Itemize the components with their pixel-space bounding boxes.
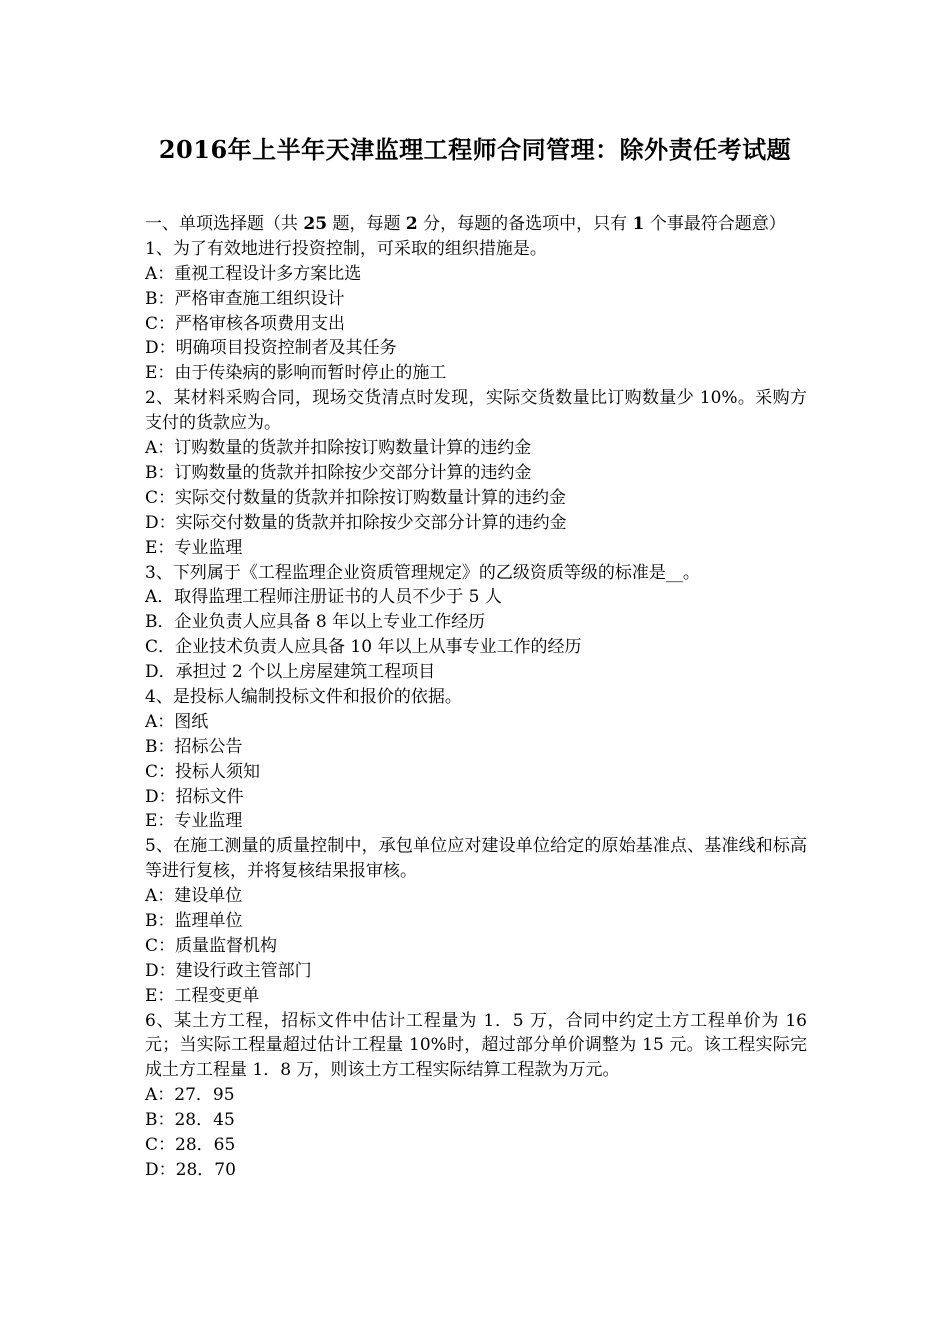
question-5: 5、在施工测量的质量控制中，承包单位应对建设单位给定的原始基准点、基准线和标高等进行复核，并将复核结果报审核。 bbox=[145, 836, 807, 882]
option-line: B：订购数量的货款并扣除按少交部分计算的违约金 bbox=[145, 462, 532, 483]
section-header-mid2: 分，每题的备选项中，只有 bbox=[417, 214, 633, 234]
option-line: C：28．65 bbox=[145, 1135, 236, 1156]
option-line: C：质量监督机构 bbox=[145, 935, 278, 956]
option-line: A：建设单位 bbox=[145, 886, 243, 907]
option-line: B．企业负责人应具备 8 年以上专业工作经历 bbox=[145, 612, 486, 633]
option-line: A：重视工程设计多方案比选 bbox=[145, 263, 362, 284]
question-1: 1、为了有效地进行投资控制，可采取的组织措施是。 bbox=[145, 238, 547, 259]
option-line: E：专业监理 bbox=[145, 537, 243, 558]
section-header-mid1: 题，每题 bbox=[327, 214, 406, 234]
option-line: B：28．45 bbox=[145, 1110, 235, 1131]
question-3: 3、下列属于《工程监理企业资质管理规定》的乙级资质等级的标准是__。 bbox=[145, 562, 700, 583]
option-line: A：订购数量的货款并扣除按订购数量计算的违约金 bbox=[145, 438, 532, 459]
question-count: 25 bbox=[303, 214, 328, 234]
option-line: D：28．70 bbox=[145, 1159, 236, 1180]
option-line: B：严格审查施工组织设计 bbox=[145, 288, 345, 309]
section-header-suffix: 个事最符合题意） bbox=[644, 214, 786, 234]
option-line: C．企业技术负责人应具备 10 年以上从事专业工作的经历 bbox=[145, 637, 582, 658]
option-line: B：招标公告 bbox=[145, 736, 243, 757]
document-body bbox=[145, 212, 807, 1183]
option-line: A：27．95 bbox=[145, 1085, 235, 1106]
option-line: B：监理单位 bbox=[145, 911, 243, 932]
option-line: D．承担过 2 个以上房屋建筑工程项目 bbox=[145, 662, 436, 683]
option-line: E：工程变更单 bbox=[145, 985, 260, 1006]
option-line: D：明确项目投资控制者及其任务 bbox=[145, 338, 397, 359]
question-6: 6、某土方工程，招标文件中估计工程量为 1．5 万，合同中约定土方工程单价为 16 元；当实际工程量超过估计工程量 10%时，超过部分单价调整为 15 元。该工程实际完成土方工程量 1．8 万，则该土方工程实际结算工程款为万元。 bbox=[145, 1010, 807, 1081]
points-per-question: 2 bbox=[405, 214, 418, 234]
option-line: C：实际交付数量的货款并扣除按订购数量计算的违约金 bbox=[145, 487, 567, 508]
question-4: 4、是投标人编制投标文件和报价的依据。 bbox=[145, 686, 462, 707]
option-line: C：严格审核各项费用支出 bbox=[145, 313, 346, 334]
option-line: C：投标人须知 bbox=[145, 761, 261, 782]
option-line: D：建设行政主管部门 bbox=[145, 960, 312, 981]
option-line: A：图纸 bbox=[145, 711, 209, 732]
document-title: 2016年上半年天津监理工程师合同管理：除外责任考试题 bbox=[158, 135, 792, 164]
section-header bbox=[145, 212, 807, 237]
option-line: D：实际交付数量的货款并扣除按少交部分计算的违约金 bbox=[145, 512, 567, 533]
option-line: E：专业监理 bbox=[145, 811, 243, 832]
option-line: E：由于传染病的影响而暂时停止的施工 bbox=[145, 363, 447, 384]
option-line: D：招标文件 bbox=[145, 786, 244, 807]
correct-count: 1 bbox=[632, 214, 645, 234]
option-line: A．取得监理工程师注册证书的人员不少于 5 人 bbox=[145, 587, 502, 608]
question-2: 2、某材料采购合同，现场交货清点时发现，实际交货数量比订购数量少 10%。采购方支付的货款应为。 bbox=[145, 388, 807, 434]
section-header-prefix: 一、单项选择题（共 bbox=[145, 214, 304, 234]
